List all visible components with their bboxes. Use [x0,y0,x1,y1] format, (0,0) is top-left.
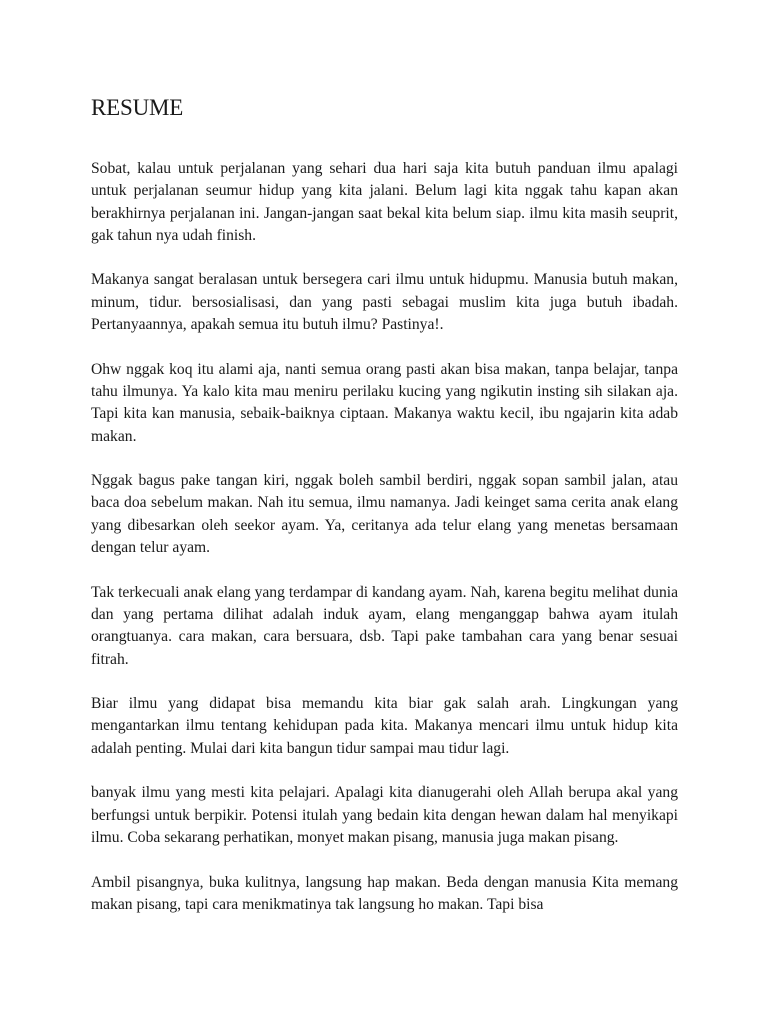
paragraph-7: banyak ilmu yang mesti kita pelajari. Apalagi kita dianugerahi oleh Allah berupa akal yang berfungsi untuk berpikir. Potensi itulah yang bedain kita dengan hewan dalam hal menyikapi ilmu. Coba sekarang perhatikan, monyet makan pisang, manusia juga makan pisang. [91,784,678,846]
document-page [91,92,678,938]
paragraph-2: Makanya sangat beralasan untuk bersegera cari ilmu untuk hidupmu. Manusia butuh makan, minum, tidur. bersosialisasi, dan yang pasti sebagai muslim kita juga butuh ibadah. Pertanyaannya, apakah semua itu butuh ilmu? Pastinya!. [91,271,678,334]
paragraph-3: Ohw nggak koq itu alami aja, nanti semua orang pasti akan bisa makan, tanpa belajar, tanpa tahu ilmunya. Ya kalo kita mau meniru perilaku kucing yang ngikutin insting sih silakan aja. Tapi kita kan manusia, sebaik-baiknya ciptaan. Makanya waktu kecil, ibu ngajarin kita adab makan. [91,360,678,445]
paragraph-5: Tak terkecuali anak elang yang terdampar di kandang ayam. Nah, karena begitu melihat dunia dan yang pertama dilihat adalah induk ayam, elang menganggap bahwa ayam itulah orangtuanya. cara makan, cara bersuara, dsb. Tapi pake tambahan cara yang benar sesuai fitrah. [91,583,678,668]
paragraph-8: Ambil pisangnya, buka kulitnya, langsung hap makan. Beda dengan manusia Kita memang makan pisang, tapi cara menikmatinya tak langsung ho makan. Tapi bisa [91,873,678,913]
paragraph-6: Biar ilmu yang didapat bisa memandu kita biar gak salah arah. Lingkungan yang mengantarkan ilmu tentang kehidupan pada kita. Makanya mencari ilmu untuk hidup kita adalah penting. Mulai dari kita bangun tidur sampai mau tidur lagi. [91,695,678,757]
paragraph-1: Sobat, kalau untuk perjalanan yang sehari dua hari saja kita butuh panduan ilmu apalagi untuk perjalanan seumur hidup yang kita jalani. Belum lagi kita nggak tahu kapan akan berakhirnya perjalanan ini. Jangan-jangan saat bekal kita belum siap. ilmu kita masih seuprit, gak tahun nya udah finish. [91,160,678,244]
document-title: RESUME [91,95,184,120]
paragraph-4: Nggak bagus pake tangan kiri, nggak boleh sambil berdiri, nggak sopan sambil jalan, atau baca doa sebelum makan. Nah itu semua, ilmu namanya. Jadi keinget sama cerita anak elang yang dibesarkan oleh seekor ayam. Ya, ceritanya ada telur elang yang menetas bersamaan dengan telur ayam. [91,472,678,557]
